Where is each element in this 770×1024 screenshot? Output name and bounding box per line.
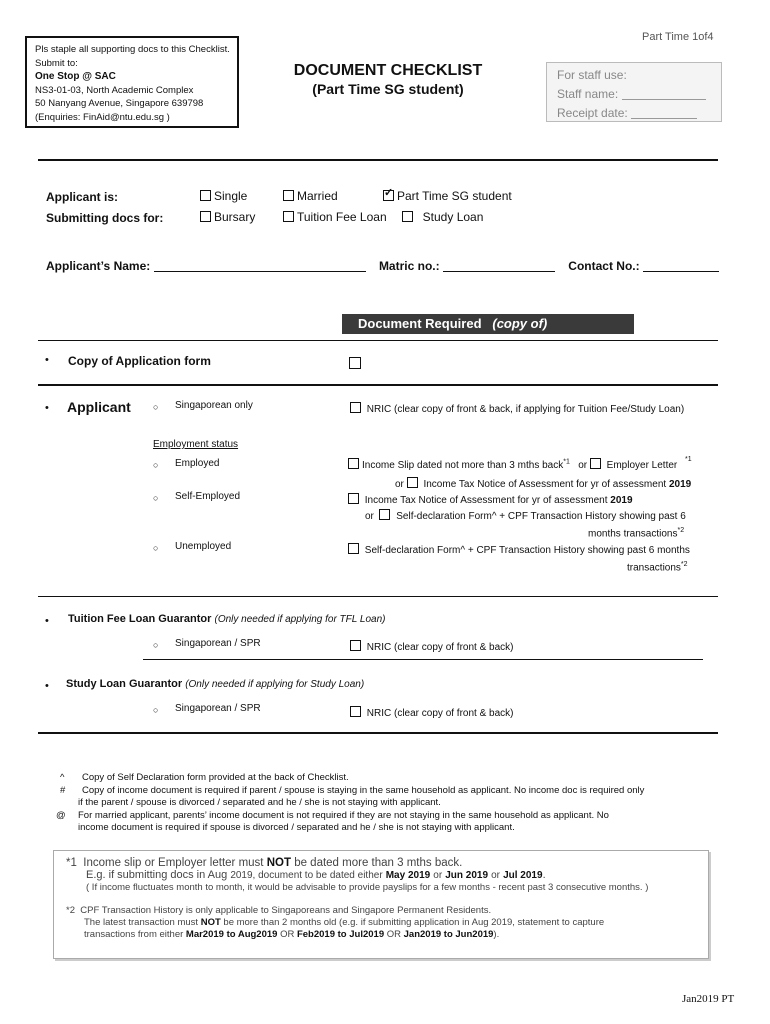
page-subtitle: (Part Time SG student) bbox=[312, 81, 464, 97]
self-employed-label: Self-Employed bbox=[175, 491, 241, 502]
applicant-is-label: Applicant is: bbox=[46, 190, 119, 204]
page-number: Part Time 1of4 bbox=[642, 31, 714, 43]
footnote-text: For married applicant, parents’ income document is not required if they are not staying in the same household as applicant. No bbox=[78, 809, 609, 821]
married-checkbox[interactable] bbox=[283, 190, 294, 201]
employment-status-heading: Employment status bbox=[153, 439, 239, 450]
matric-label: Matric no.: bbox=[378, 259, 440, 273]
part-time-checkbox[interactable] bbox=[383, 190, 394, 201]
self-declaration-item-1-cont: months transactions$^{*2}$ bbox=[588, 527, 685, 540]
note-1-line-2: E.g. if submitting docs in Aug 2019, document to be dated either May 2019 or Jun 2019 or Jul 2019. bbox=[86, 869, 546, 881]
footnote-text: if the parent / spouse is divorced / separated and he / she is not staying with applicant. bbox=[78, 797, 441, 808]
self-declaration-item-1[interactable]: or Self-declaration Form^ + CPF Transaction History showing past 6 bbox=[365, 511, 686, 522]
option-part-time-sg-student[interactable]: ✓ Part Time SG student bbox=[383, 189, 512, 203]
footnote-symbol: @ bbox=[56, 809, 66, 821]
self-declaration-item-2-cont: transactions$^{*2}$ bbox=[627, 561, 688, 574]
section-divider-1 bbox=[38, 340, 718, 341]
footnote-text: Copy of income document is required if parent / spouse is staying in the same household as applicant. No income doc is required only bbox=[82, 784, 645, 796]
sl-guarantor-nric-item[interactable]: NRIC (clear copy of front & back) bbox=[350, 706, 514, 719]
singaporean-only-label: Singaporean only bbox=[175, 400, 253, 411]
note-2-line-3: transactions from either Mar2019 to Aug2019 OR Feb2019 to Jul2019 OR Jan2019 to Jun2019). bbox=[84, 929, 500, 940]
tax-notice-employed-item[interactable]: or Income Tax Notice of Assessment for yr of assessment 2019 bbox=[395, 479, 692, 490]
tfl-guarantor-heading: Tuition Fee Loan Guarantor (Only needed if applying for TFL Loan) bbox=[68, 613, 386, 625]
application-form-checkbox[interactable] bbox=[349, 355, 364, 373]
tfl-guarantor-option: Singaporean / SPR bbox=[175, 638, 261, 649]
sub-bullet-icon: ○ bbox=[153, 460, 159, 470]
sl-guarantor-heading: Study Loan Guarantor (Only needed if applying for Study Loan) bbox=[66, 678, 365, 690]
staff-use-box bbox=[546, 62, 722, 122]
sub-bullet-icon: ○ bbox=[153, 543, 159, 553]
section-divider-2 bbox=[38, 384, 718, 386]
study-loan-checkbox[interactable] bbox=[402, 211, 413, 222]
option-single[interactable]: Single bbox=[200, 189, 247, 203]
notes-box bbox=[53, 850, 709, 959]
sl-guarantor-option: Singaporean / SPR bbox=[175, 703, 261, 714]
receipt-date-label: Receipt date: bbox=[557, 106, 628, 120]
section-divider-5 bbox=[38, 732, 718, 734]
applicant-name-field[interactable] bbox=[154, 261, 366, 272]
sub-bullet-icon: ○ bbox=[153, 402, 159, 412]
receipt-date-blank bbox=[631, 108, 697, 119]
application-form-item: Copy of Application form bbox=[68, 354, 211, 368]
unemployed-label: Unemployed bbox=[175, 541, 232, 552]
document-required-header: Document Required (copy of) bbox=[342, 314, 634, 334]
office-name: One Stop @ SAC bbox=[35, 71, 116, 82]
bullet-icon: • bbox=[45, 402, 49, 414]
bullet-icon: • bbox=[45, 615, 49, 627]
bullet-icon: • bbox=[45, 680, 49, 692]
employer-letter-checkbox[interactable] bbox=[590, 458, 601, 469]
footnote-text: Copy of Self Declaration form provided at the back of Checklist. bbox=[82, 772, 349, 783]
footnotes bbox=[56, 772, 696, 835]
self-declaration-item-2[interactable]: Self-declaration Form^ + CPF Transaction History showing past 6 months bbox=[348, 543, 690, 556]
office-address-2: 50 Nanyang Avenue, Singapore 639798 bbox=[35, 98, 204, 109]
applicant-details-row bbox=[46, 259, 719, 273]
employer-letter-footnote: *1 bbox=[685, 456, 692, 463]
option-study-loan[interactable]: Study Loan bbox=[402, 210, 483, 224]
option-bursary[interactable]: Bursary bbox=[200, 210, 255, 224]
income-slip-item[interactable]: Income Slip dated not more than 3 mths back$^{*1}$ or Employer Letter bbox=[348, 458, 677, 471]
section-divider-3 bbox=[38, 596, 718, 597]
footer-version: Jan2019 PT bbox=[682, 993, 735, 1005]
footnote-symbol: ^ bbox=[60, 772, 65, 783]
submit-to-box bbox=[25, 36, 239, 128]
option-married[interactable]: Married bbox=[283, 189, 338, 203]
tfl-guarantor-nric-item[interactable]: NRIC (clear copy of front & back) bbox=[350, 640, 514, 653]
contact-field[interactable] bbox=[643, 261, 719, 272]
section-divider-4 bbox=[143, 659, 703, 660]
submit-to-label: Submit to: bbox=[35, 57, 78, 69]
single-checkbox[interactable] bbox=[200, 190, 211, 201]
bursary-checkbox[interactable] bbox=[200, 211, 211, 222]
footnote-text: income document is required if spouse is divorced / separated and he / she is not staying with applicant. bbox=[78, 822, 515, 833]
applicant-name-label: Applicant’s Name: bbox=[46, 259, 151, 273]
option-tuition-fee-loan[interactable]: Tuition Fee Loan bbox=[283, 210, 387, 224]
office-address-1: NS3-01-03, North Academic Complex bbox=[35, 84, 194, 96]
sub-bullet-icon: ○ bbox=[153, 640, 159, 650]
footnote-symbol: # bbox=[60, 784, 66, 796]
staple-instruction: Pls staple all supporting docs to this Checklist. bbox=[35, 44, 230, 55]
employed-label: Employed bbox=[175, 458, 220, 469]
staff-name-label: Staff name: bbox=[557, 87, 619, 101]
applicant-nric-item[interactable]: NRIC (clear copy of front & back, if applying for Tuition Fee/Study Loan) bbox=[350, 402, 684, 415]
top-divider bbox=[38, 159, 718, 161]
note-1-line-1: *1 Income slip or Employer letter must NOT be dated more than 3 mths back. bbox=[66, 857, 463, 869]
enquiries-email: (Enquiries: FinAid@ntu.edu.sg ) bbox=[35, 111, 170, 123]
note-2-line-1: *2 CPF Transaction History is only applicable to Singaporeans and Singapore Permanent Residents. bbox=[66, 905, 492, 916]
applicant-section-label: Applicant bbox=[67, 399, 131, 415]
matric-field[interactable] bbox=[443, 261, 555, 272]
submitting-docs-label: Submitting docs for: bbox=[46, 211, 164, 225]
note-1-line-3: ( If income fluctuates month to month, it would be advisable to provide payslips for a few months - recent past 3 consecutive months. ) bbox=[86, 882, 649, 893]
staff-name-blank bbox=[622, 89, 706, 100]
sub-bullet-icon: ○ bbox=[153, 493, 159, 503]
tuition-fee-loan-checkbox[interactable] bbox=[283, 211, 294, 222]
sub-bullet-icon: ○ bbox=[153, 705, 159, 715]
staff-use-title: For staff use: bbox=[557, 68, 627, 82]
bullet-icon: • bbox=[45, 354, 49, 366]
contact-label: Contact No.: bbox=[568, 259, 640, 273]
page-title: DOCUMENT CHECKLIST bbox=[293, 62, 483, 79]
note-2-line-2: The latest transaction must NOT be more than 2 months old (e.g. if submitting application in Aug 2019, statement to capture bbox=[84, 917, 605, 928]
tax-notice-self-employed-item[interactable]: Income Tax Notice of Assessment for yr of assessment 2019 bbox=[348, 493, 633, 506]
